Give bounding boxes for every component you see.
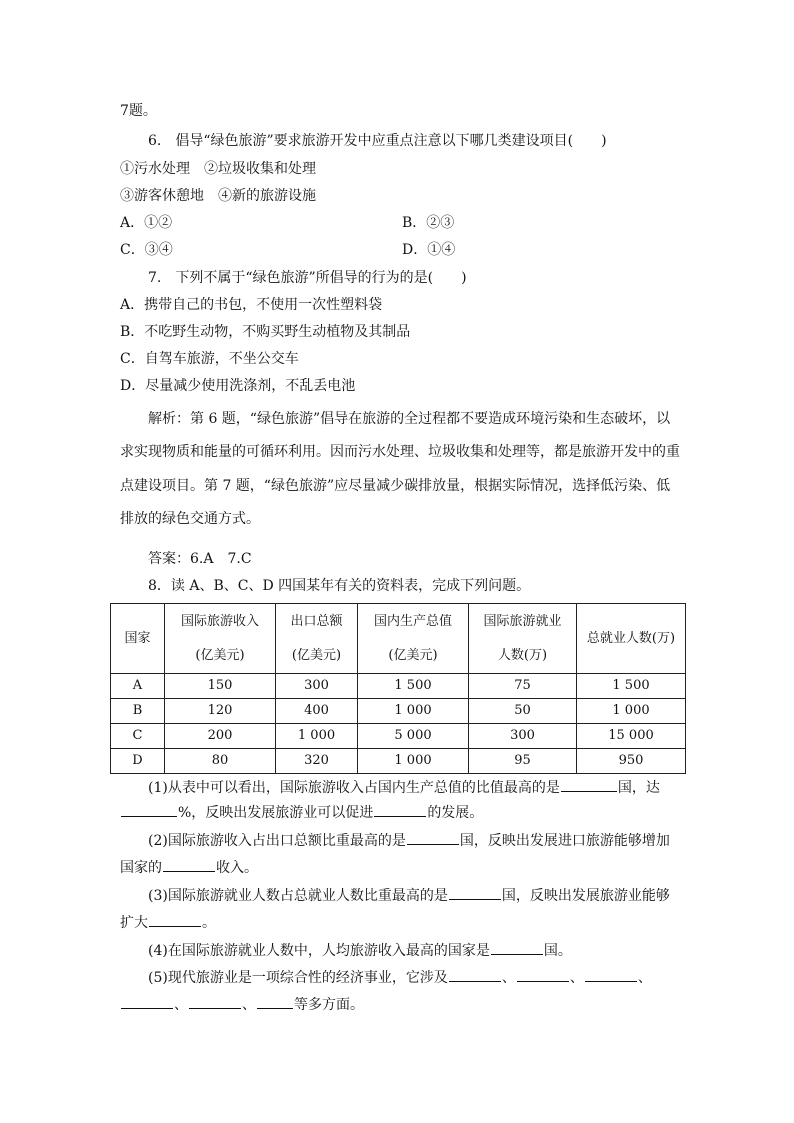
table-cell: 1 500 <box>577 674 686 699</box>
table-cell: 300 <box>469 724 577 749</box>
answer-blank[interactable] <box>121 994 173 1009</box>
table-cell: D <box>111 749 165 774</box>
table-cell: 15 000 <box>577 724 686 749</box>
sub-question-5-line-1: (5)现代旅游业是一项综合性的经济事业，它涉及 、 、 、 <box>148 967 652 988</box>
header-gdp: 国内生产总值 (亿美元) <box>358 604 469 674</box>
table-cell: 1 000 <box>358 749 469 774</box>
question-7-option-a: A．携带自己的书包，不使用一次性塑料袋 <box>120 297 383 313</box>
sub-question-3-line-2: 扩大 。 <box>120 912 216 933</box>
answer-blank[interactable] <box>163 857 215 872</box>
table-cell: B <box>111 699 165 724</box>
table-row <box>111 674 686 699</box>
table-cell: 1 000 <box>276 724 358 749</box>
answer-blank[interactable] <box>149 912 201 927</box>
explanation-line-2: 求实现物质和能量的可循环利用。因而污水处理、垃圾收集和处理等，都是旅游开发中的重 <box>120 444 680 460</box>
data-table <box>110 603 686 774</box>
answer-blank[interactable] <box>374 802 426 817</box>
table-cell: 1 000 <box>358 699 469 724</box>
sub-question-4: (4)在国际旅游就业人数中，人均旅游收入最高的国家是 国。 <box>148 940 572 961</box>
table-cell: 1 000 <box>577 699 686 724</box>
sub-question-1-line-1: (1)从表中可以看出，国际旅游收入占国内生产总值的比值最高的是 国，达 <box>148 777 660 798</box>
sub-question-1-line-2: %，反映出发展旅游业可以促进 的发展。 <box>120 802 483 823</box>
table-cell: 400 <box>276 699 358 724</box>
table-cell: C <box>111 724 165 749</box>
question-8: 8．读 A、B、C、D 四国某年有关的资料表，完成下列问题。 <box>148 578 531 594</box>
question-6-option-b: B．②③ <box>402 215 455 231</box>
table-cell: 95 <box>469 749 577 774</box>
table-cell: 50 <box>469 699 577 724</box>
answer-blank[interactable] <box>449 885 501 900</box>
question-6: 6. 倡导“绿色旅游”要求旅游开发中应重点注意以下哪几类建设项目( ) <box>148 133 607 149</box>
sub-question-2-line-2: 国家的 收入。 <box>120 857 258 878</box>
question-7-option-d: D．尽量减少使用洗涤剂，不乱丢电池 <box>120 378 356 394</box>
explanation-line-3: 点建设项目。第 7 题，“绿色旅游”应尽量减少碳排放量，根据实际情况，选择低污染、低 <box>120 478 671 494</box>
fragment-line: 7题。 <box>120 103 157 119</box>
table-cell: 320 <box>276 749 358 774</box>
sub-question-2-line-1: (2)国际旅游收入占出口总额比重最高的是 国，反映出发展进口旅游能够增加 <box>148 830 670 851</box>
answer-blank[interactable] <box>517 967 569 982</box>
table-cell: 950 <box>577 749 686 774</box>
question-6-option-d: D．①④ <box>402 242 456 258</box>
table-cell: 1 500 <box>358 674 469 699</box>
table-header-row <box>111 604 686 674</box>
header-total-jobs: 总就业人数(万) <box>577 604 686 674</box>
header-tour-income: 国际旅游收入 (亿美元) <box>165 604 276 674</box>
header-country: 国家 <box>111 604 165 674</box>
table-cell: 200 <box>165 724 276 749</box>
answer-blank[interactable] <box>121 802 177 817</box>
answer-blank[interactable] <box>407 830 459 845</box>
answer-blank[interactable] <box>561 777 617 792</box>
table-row <box>111 699 686 724</box>
table-row <box>111 724 686 749</box>
table-row <box>111 749 686 774</box>
table-cell: 300 <box>276 674 358 699</box>
header-export: 出口总额 (亿美元) <box>276 604 358 674</box>
answer-blank[interactable] <box>491 940 543 955</box>
sub-question-3-line-1: (3)国际旅游就业人数占总就业人数比重最高的是 国，反映出发展旅游业能够 <box>148 885 670 906</box>
question-6-items-1: ①污水处理 ②垃圾收集和处理 <box>120 161 316 177</box>
question-7-option-b: B．不吃野生动物，不购买野生动植物及其制品 <box>120 324 411 340</box>
header-tour-jobs: 国际旅游就业 人数(万) <box>469 604 577 674</box>
table-cell: 150 <box>165 674 276 699</box>
answer-line: 答案：6.A 7.C <box>148 551 252 567</box>
table-cell: 80 <box>165 749 276 774</box>
question-7: 7. 下列不属于“绿色旅游”所倡导的行为的是( ) <box>148 270 467 286</box>
question-6-items-2: ③游客休憩地 ④新的旅游设施 <box>120 188 316 204</box>
answer-blank[interactable] <box>189 994 241 1009</box>
question-7-option-c: C．自驾车旅游，不坐公交车 <box>120 351 299 367</box>
explanation-line-1: 解析：第 6 题，“绿色旅游”倡导在旅游的全过程都不要造成环境污染和生态破坏，以 <box>148 411 671 427</box>
question-6-option-a: A．①② <box>120 215 173 231</box>
table-cell: 75 <box>469 674 577 699</box>
table-cell: 5 000 <box>358 724 469 749</box>
explanation-line-4: 排放的绿色交通方式。 <box>120 511 260 527</box>
sub-question-5-line-2: 、 、 等多方面。 <box>120 994 364 1015</box>
answer-blank[interactable] <box>449 967 501 982</box>
answer-blank[interactable] <box>257 994 293 1009</box>
question-6-option-c: C．③④ <box>120 242 173 258</box>
answer-blank[interactable] <box>585 967 637 982</box>
table-cell: A <box>111 674 165 699</box>
table-cell: 120 <box>165 699 276 724</box>
